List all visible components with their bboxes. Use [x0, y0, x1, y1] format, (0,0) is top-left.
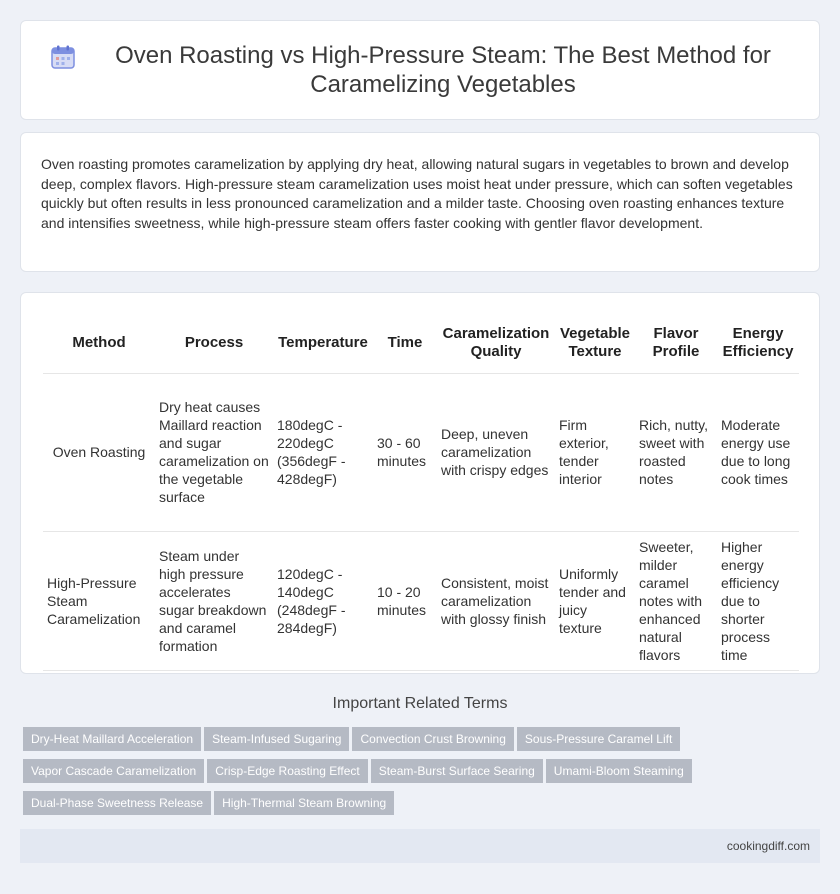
- related-terms-list: [23, 727, 823, 823]
- table-cell: Dry heat causes Maillard reaction and sugar caramelization on the vegetable surface: [155, 373, 273, 531]
- related-term-tag[interactable]: Crisp-Edge Roasting Effect: [207, 759, 368, 783]
- related-term-tag[interactable]: Sous-Pressure Caramel Lift: [517, 727, 680, 751]
- intro-card: [20, 132, 820, 272]
- table-cell: Consistent, moist caramelization with glossy finish: [437, 531, 555, 670]
- calendar-icon: [50, 44, 76, 70]
- table-cell: Steam under high pressure accelerates sugar breakdown and caramel formation: [155, 531, 273, 670]
- column-header: Method: [43, 313, 155, 373]
- comparison-card: [20, 292, 820, 674]
- table-cell: 120degC - 140degC (248degF - 284degF): [273, 531, 373, 670]
- table-cell: Uniformly tender and juicy texture: [555, 531, 635, 670]
- table-cell: 10 - 20 minutes: [373, 531, 437, 670]
- related-term-tag[interactable]: Steam-Burst Surface Searing: [371, 759, 543, 783]
- table-cell: 180degC - 220degC (356degF - 428degF): [273, 373, 373, 531]
- related-term-tag[interactable]: High-Thermal Steam Browning: [214, 791, 394, 815]
- intro-paragraph: Oven roasting promotes caramelization by applying dry heat, allowing natural sugars in vegetables to brown and develop deep, complex flavors. High-pressure steam caramelization uses moist heat under pressure, which can soften vegetables quickly but often results in less pronounced caramelization and a milder taste. Choosing oven roasting enhances texture and intensifies sweetness, while high-pressure steam offers faster cooking with gentler flavor development.: [41, 156, 793, 231]
- column-header: Vegetable Texture: [555, 313, 635, 373]
- table-row: [43, 531, 799, 670]
- related-term-tag[interactable]: Umami-Bloom Steaming: [546, 759, 692, 783]
- comparison-table: [43, 313, 799, 671]
- table-row: [43, 373, 799, 531]
- table-cell: Deep, uneven caramelization with crispy edges: [437, 373, 555, 531]
- table-cell: Higher energy efficiency due to shorter process time: [717, 531, 799, 670]
- table-cell-method: High-Pressure Steam Caramelization: [43, 531, 155, 670]
- related-term-tag[interactable]: Vapor Cascade Caramelization: [23, 759, 204, 783]
- footer: [20, 829, 820, 863]
- table-cell: Sweeter, milder caramel notes with enhanced natural flavors: [635, 531, 717, 670]
- table-cell: 30 - 60 minutes: [373, 373, 437, 531]
- related-term-tag[interactable]: Steam-Infused Sugaring: [204, 727, 349, 751]
- table-cell: Rich, nutty, sweet with roasted notes: [635, 373, 717, 531]
- column-header: Caramelization Quality: [437, 313, 555, 373]
- table-cell-method: Oven Roasting: [43, 373, 155, 531]
- related-term-tag[interactable]: Dual-Phase Sweetness Release: [23, 791, 211, 815]
- column-header: Time: [373, 313, 437, 373]
- table-cell: Firm exterior, tender interior: [555, 373, 635, 531]
- column-header: Temperature: [273, 313, 373, 373]
- related-term-tag[interactable]: Convection Crust Browning: [352, 727, 513, 751]
- page-title: Oven Roasting vs High-Pressure Steam: The Best Method for Caramelizing Vegetables: [115, 42, 771, 98]
- related-term-tag[interactable]: Dry-Heat Maillard Acceleration: [23, 727, 201, 751]
- footer-site-link[interactable]: cookingdiff.com: [726, 839, 810, 853]
- title-card: [20, 20, 820, 120]
- column-header: Energy Efficiency: [717, 313, 799, 373]
- column-header: Flavor Profile: [635, 313, 717, 373]
- table-header-row: [43, 313, 799, 373]
- related-terms-heading: Important Related Terms: [332, 695, 508, 712]
- column-header: Process: [155, 313, 273, 373]
- table-cell: Moderate energy use due to long cook times: [717, 373, 799, 531]
